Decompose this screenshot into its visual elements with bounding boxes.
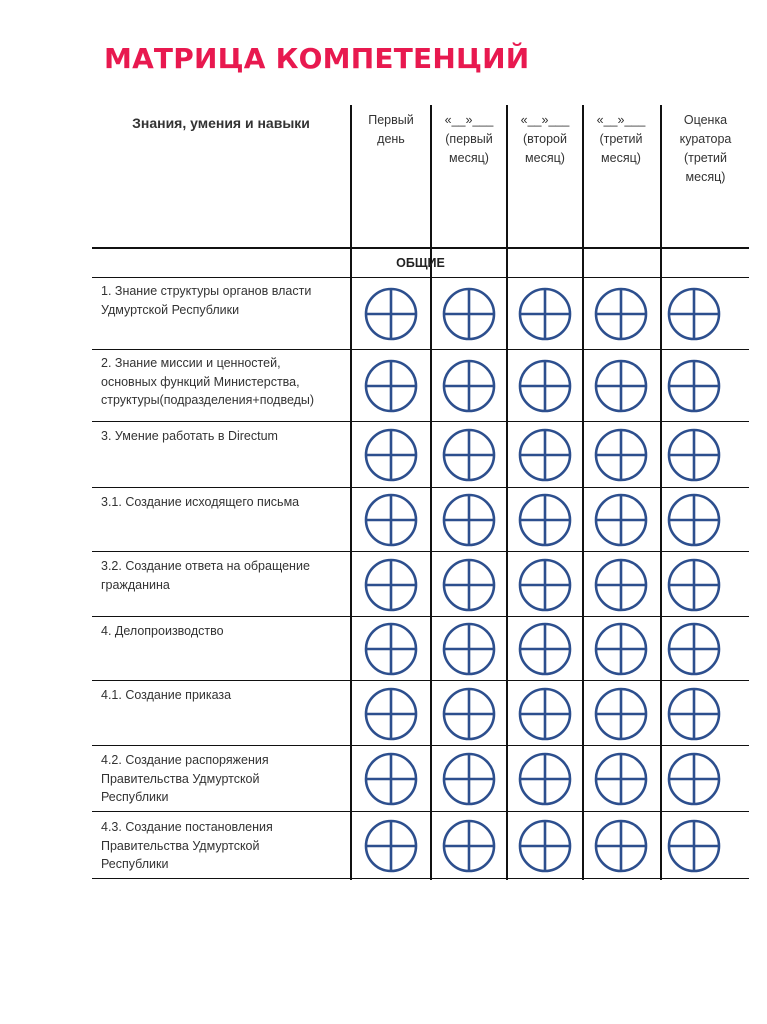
circle-cross-icon[interactable]: [593, 492, 649, 548]
circle-cross-icon[interactable]: [593, 621, 649, 677]
circle-cross-icon[interactable]: [441, 557, 497, 613]
circle-cross-icon[interactable]: [363, 358, 419, 414]
circle-cross-icon[interactable]: [593, 286, 649, 342]
circle-cross-icon[interactable]: [363, 286, 419, 342]
circle-cross-icon[interactable]: [593, 557, 649, 613]
circle-cross-icon[interactable]: [666, 751, 722, 807]
table-row-label: 4.1. Создание приказа: [101, 688, 232, 702]
table-row-label: 2. Знание миссии и ценностей, основных функций Министерства, структуры(подразделения+подведы): [101, 356, 315, 407]
column-header-curator-rating: Оценка куратора (третий месяц): [679, 113, 732, 184]
page-title: МАТРИЦА КОМПЕТЕНЦИЙ: [104, 42, 530, 75]
grid-line: [92, 349, 749, 350]
circle-cross-icon[interactable]: [441, 358, 497, 414]
circle-cross-icon[interactable]: [517, 492, 573, 548]
grid-line: [582, 105, 584, 880]
circle-cross-icon[interactable]: [517, 427, 573, 483]
circle-cross-icon[interactable]: [517, 621, 573, 677]
circle-cross-icon[interactable]: [666, 686, 722, 742]
circle-cross-icon[interactable]: [666, 427, 722, 483]
circle-cross-icon[interactable]: [363, 427, 419, 483]
grid-line: [92, 616, 749, 617]
circle-cross-icon[interactable]: [363, 621, 419, 677]
table-row-label: 4.3. Создание постановления Правительства Удмуртской Республики: [101, 820, 273, 871]
circle-cross-icon[interactable]: [441, 427, 497, 483]
section-label-general: ОБЩИЕ: [396, 256, 445, 270]
table-row-label: 3. Умение работать в Directum: [101, 429, 278, 443]
circle-cross-icon[interactable]: [441, 621, 497, 677]
circle-cross-icon[interactable]: [363, 557, 419, 613]
circle-cross-icon[interactable]: [517, 686, 573, 742]
grid-line: [92, 745, 749, 746]
circle-cross-icon[interactable]: [593, 818, 649, 874]
column-header-third-month: «__»___ (третий месяц): [596, 113, 646, 165]
circle-cross-icon[interactable]: [666, 621, 722, 677]
grid-line: [92, 487, 749, 488]
skills-column-header: Знания, умения и навыки: [132, 115, 310, 131]
circle-cross-icon[interactable]: [441, 686, 497, 742]
table-row-label: 4. Делопроизводство: [101, 624, 224, 638]
grid-line: [660, 105, 662, 880]
circle-cross-icon[interactable]: [593, 751, 649, 807]
circle-cross-icon[interactable]: [517, 358, 573, 414]
circle-cross-icon[interactable]: [593, 427, 649, 483]
circle-cross-icon[interactable]: [363, 492, 419, 548]
circle-cross-icon[interactable]: [517, 286, 573, 342]
grid-line: [92, 247, 749, 249]
table-row-label: 4.2. Создание распоряжения Правительства Удмуртской Республики: [101, 753, 269, 804]
grid-line: [92, 277, 749, 278]
circle-cross-icon[interactable]: [666, 358, 722, 414]
grid-line: [430, 105, 432, 880]
circle-cross-icon[interactable]: [441, 492, 497, 548]
circle-cross-icon[interactable]: [363, 818, 419, 874]
circle-cross-icon[interactable]: [666, 286, 722, 342]
circle-cross-icon[interactable]: [666, 557, 722, 613]
circle-cross-icon[interactable]: [593, 358, 649, 414]
grid-line: [92, 811, 749, 812]
grid-line: [506, 105, 508, 880]
grid-line: [92, 878, 749, 879]
circle-cross-icon[interactable]: [441, 818, 497, 874]
competency-table-header: [92, 105, 749, 248]
grid-line: [92, 551, 749, 552]
grid-line: [92, 680, 749, 681]
table-row-label: 3.1. Создание исходящего письма: [101, 495, 300, 509]
circle-cross-icon[interactable]: [517, 818, 573, 874]
circle-cross-icon[interactable]: [517, 751, 573, 807]
circle-cross-icon[interactable]: [441, 751, 497, 807]
circle-cross-icon[interactable]: [666, 492, 722, 548]
column-header-first-month: «__»___ (первый месяц): [444, 113, 494, 165]
table-row-label: 1. Знание структуры органов власти Удмуртской Республики: [101, 284, 312, 317]
column-header-second-month: «__»___ (второй месяц): [520, 113, 570, 165]
grid-line: [92, 421, 749, 422]
circle-cross-icon[interactable]: [517, 557, 573, 613]
circle-cross-icon[interactable]: [593, 686, 649, 742]
circle-cross-icon[interactable]: [363, 686, 419, 742]
column-header-first-day: Первый день: [368, 113, 414, 146]
grid-line: [350, 105, 352, 880]
circle-cross-icon[interactable]: [666, 818, 722, 874]
circle-cross-icon[interactable]: [441, 286, 497, 342]
table-row-label: 3.2. Создание ответа на обращение гражданина: [101, 559, 310, 592]
circle-cross-icon[interactable]: [363, 751, 419, 807]
